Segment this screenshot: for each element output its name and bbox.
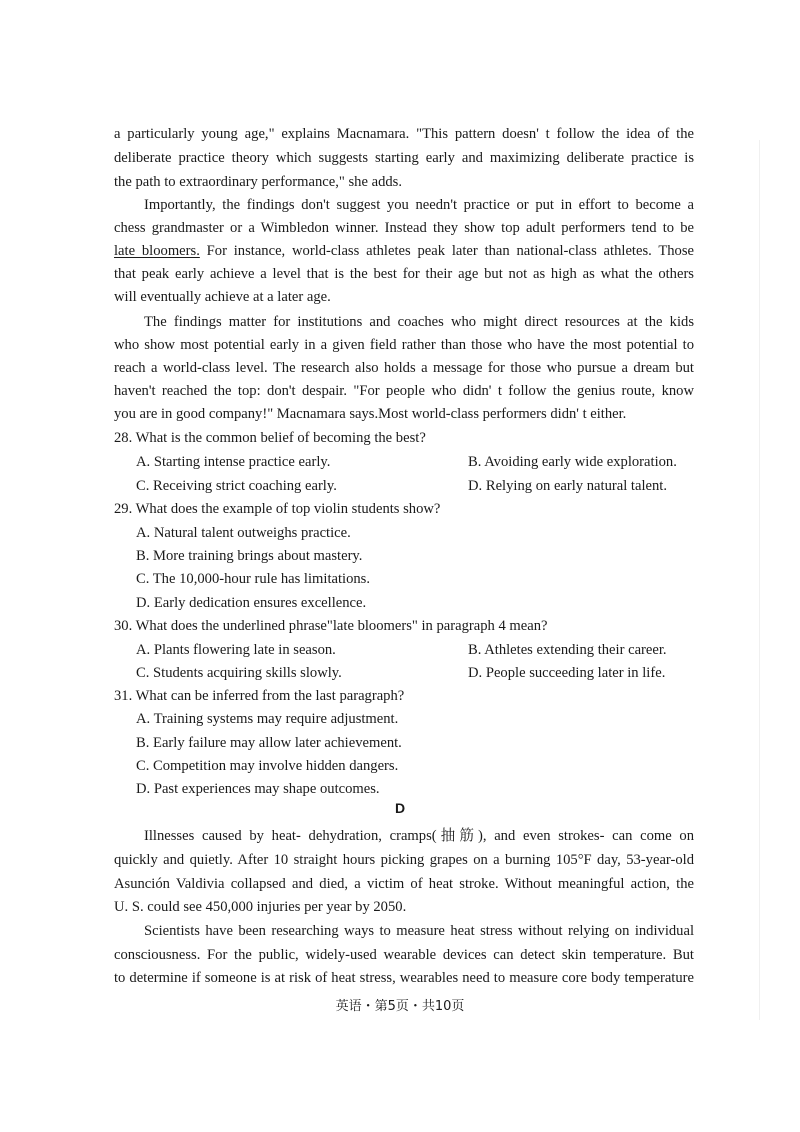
- q28-option-a: A. Starting intense practice early.: [136, 454, 331, 470]
- section-d-p1-line4: U. S. could see 450,000 injuries per year by 2050.: [114, 899, 407, 915]
- section-d-p2-line3: to determine if someone is at risk of heat stress, wearables need to measure core body temperature: [114, 970, 694, 986]
- q30-option-c: C. Students acquiring skills slowly.: [136, 665, 342, 681]
- underlined-phrase: late bloomers.: [114, 243, 200, 259]
- para1-line2: deliberate practice theory which suggests starting early and maximizing deliberate practice is: [114, 150, 694, 166]
- question-28-stem: 28. What is the common belief of becoming the best?: [114, 430, 426, 446]
- q29-option-d: D. Early dedication ensures excellence.: [136, 595, 367, 611]
- para3-line4: haven't reached the top: don't despair. "For people who didn' t follow the genius route, know: [114, 383, 694, 399]
- question-30-stem: 30. What does the underlined phrase"late bloomers" in paragraph 4 mean?: [114, 618, 548, 634]
- q28-option-d: D. Relying on early natural talent.: [468, 478, 667, 494]
- section-d-heading: D: [394, 800, 406, 816]
- q28-option-c: C. Receiving strict coaching early.: [136, 478, 337, 494]
- page-edge-divider: [759, 140, 760, 1020]
- para3-line3: reach a world-class level. The research also holds a message for those who pursue a dream but: [114, 360, 694, 376]
- q30-option-d: D. People succeeding later in life.: [468, 665, 666, 681]
- q31-option-c: C. Competition may involve hidden dangers.: [136, 758, 399, 774]
- section-d-p2-line2: consciousness. For the public, widely-used wearable devices can detect skin temperature. But: [114, 947, 694, 963]
- para2-line2: chess grandmaster or a Wimbledon winner. Instead they show top adult performers tend to be: [114, 220, 694, 236]
- para2-line4: that peak early achieve a level that is the best for their age but not as high as what the others: [114, 266, 694, 282]
- question-29-stem: 29. What does the example of top violin students show?: [114, 501, 441, 517]
- para2-line1: Importantly, the findings don't suggest you needn't practice or put in effort to become a: [144, 197, 694, 213]
- q30-option-b: B. Athletes extending their career.: [468, 642, 667, 658]
- section-d-p1-line1: Illnesses caused by heat- dehydration, cramps(抽筋), and even strokes- can come on: [144, 828, 694, 844]
- question-31-stem: 31. What can be inferred from the last paragraph?: [114, 688, 405, 704]
- page-footer: 英语・第5页・共10页: [335, 999, 465, 1014]
- q31-option-d: D. Past experiences may shape outcomes.: [136, 781, 380, 797]
- q29-option-b: B. More training brings about mastery.: [136, 548, 363, 564]
- para3-line5: you are in good company!" Macnamara says.Most world-class performers didn' t either.: [114, 406, 627, 422]
- q28-option-b: B. Avoiding early wide exploration.: [468, 454, 677, 470]
- q31-option-a: A. Training systems may require adjustment.: [136, 711, 399, 727]
- q29-option-c: C. The 10,000-hour rule has limitations.: [136, 571, 371, 587]
- q31-option-b: B. Early failure may allow later achievement.: [136, 735, 402, 751]
- section-d-p2-line1: Scientists have been researching ways to measure heat stress without relying on individual: [144, 923, 694, 939]
- section-d-p1-line3: Asunción Valdivia collapsed and died, a victim of heat stroke. Without meaningful action, the: [114, 876, 694, 892]
- para2-line3-rest: For instance, world-class athletes peak later than national-class athletes. Those: [199, 243, 694, 259]
- para2-line3: [114, 241, 694, 261]
- para3-line2: who show most potential early in a given field rather than those who have the most potential to: [114, 337, 694, 353]
- para1-line3: the path to extraordinary performance," she adds.: [114, 174, 402, 190]
- section-d-p1-line2: quickly and quietly. After 10 straight hours picking grapes on a burning 105°F day, 53-year-old: [114, 852, 694, 868]
- q29-option-a: A. Natural talent outweighs practice.: [136, 525, 351, 541]
- para2-line5: will eventually achieve at a later age.: [114, 289, 331, 305]
- q30-option-a: A. Plants flowering late in season.: [136, 642, 336, 658]
- para3-line1: The findings matter for institutions and coaches who might direct resources at the kids: [144, 314, 694, 330]
- para1-line1: a particularly young age," explains Macnamara. "This pattern doesn' t follow the idea of the: [114, 126, 694, 142]
